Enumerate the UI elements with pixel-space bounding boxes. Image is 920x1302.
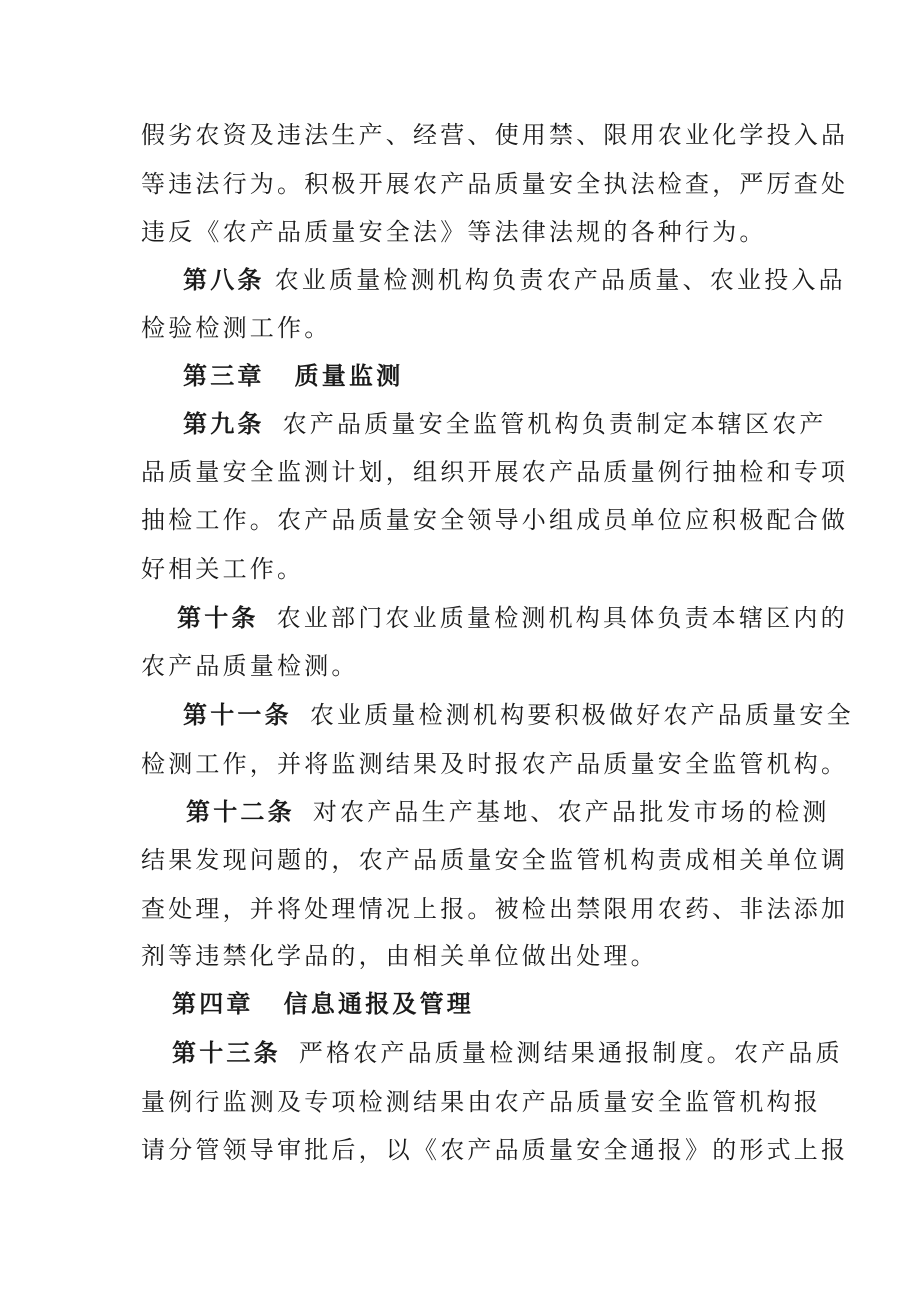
- text-line: 农产品质量检测。: [141, 652, 359, 680]
- text-line: 品质量安全监测计划，组织开展农产品质量例行抽检和专项: [141, 458, 849, 486]
- text-line: 抽检工作。农产品质量安全领导小组成员单位应积极配合做: [141, 506, 849, 534]
- article-8-first-line: [183, 265, 846, 295]
- text-line: 结果发现问题的，农产品质量安全监管机构责成相关单位调: [141, 846, 849, 874]
- chapter-3-heading: [183, 361, 403, 391]
- article-text: 严格农产品质量检测结果通报制度。农产品质: [298, 1039, 843, 1067]
- chapter-label: 第三章: [183, 361, 265, 390]
- text-line: 假劣农资及违法生产、经营、使用禁、限用农业化学投入品: [141, 121, 849, 149]
- chapter-4-heading: [172, 989, 474, 1019]
- text-line: 剂等违禁化学品的，由相关单位做出处理。: [141, 942, 658, 970]
- article-11-first-line: [183, 700, 854, 730]
- chapter-title: 信息通报及管理: [283, 989, 475, 1018]
- article-label: 第十条: [177, 603, 259, 632]
- article-label: 第十二条: [186, 797, 295, 826]
- article-12-first-line: [186, 797, 830, 827]
- article-label: 第十三条: [172, 1038, 281, 1067]
- article-label: 第十一条: [183, 700, 292, 729]
- text-line: 好相关工作。: [141, 555, 305, 583]
- article-10-first-line: [177, 603, 848, 633]
- article-text: 对农产品生产基地、农产品批发市场的检测: [312, 798, 830, 826]
- article-text: 农业质量检测机构负责农产品质量、农业投入品: [274, 266, 846, 294]
- text-line: 违反《农产品质量安全法》等法律法规的各种行为。: [141, 218, 767, 246]
- text-line: 等违法行为。积极开展农产品质量安全执法检查，严厉查处: [141, 170, 849, 198]
- article-9-first-line: [183, 409, 827, 439]
- text-line: 请分管领导审批后，以《农产品质量安全通报》的形式上报: [141, 1136, 849, 1164]
- chapter-label: 第四章: [172, 989, 254, 1018]
- text-line: 量例行监测及专项检测结果由农产品质量安全监管机构报: [141, 1088, 821, 1116]
- article-label: 第八条: [183, 265, 265, 294]
- article-text: 农业质量检测机构要积极做好农产品质量安全: [309, 701, 854, 729]
- text-line: 检验检测工作。: [141, 314, 332, 342]
- article-label: 第九条: [183, 409, 265, 438]
- article-13-first-line: [172, 1038, 843, 1068]
- article-text: 农业部门农业质量检测机构具体负责本辖区内的: [276, 604, 848, 632]
- article-text: 农产品质量安全监管机构负责制定本辖区农产: [282, 410, 827, 438]
- text-line: 检测工作，并将监测结果及时报农产品质量安全监管机构。: [141, 750, 849, 778]
- chapter-title: 质量监测: [294, 361, 404, 390]
- text-line: 查处理，并将处理情况上报。被检出禁限用农药、非法添加: [141, 895, 849, 923]
